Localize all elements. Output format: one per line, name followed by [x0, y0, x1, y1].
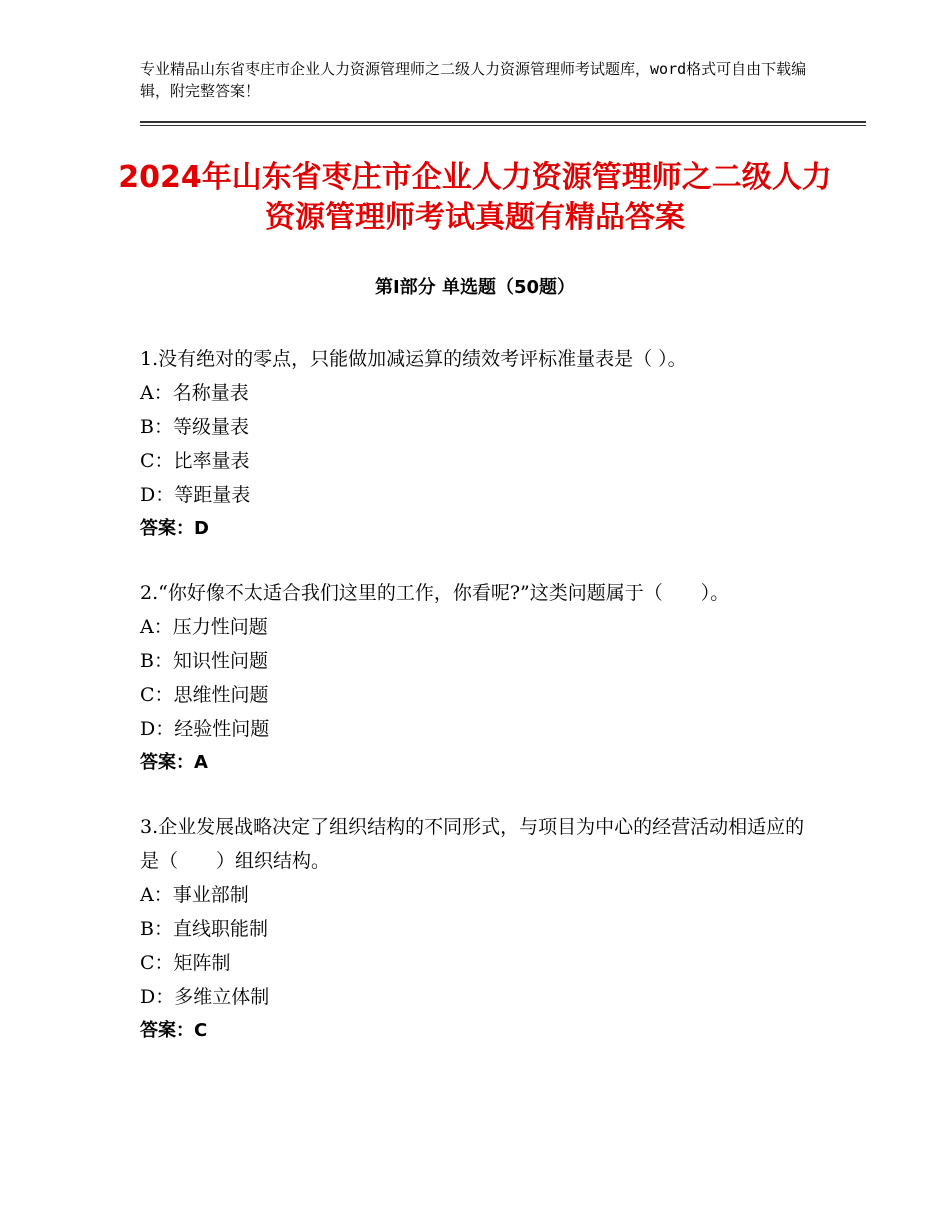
option-a: A：压力性问题 — [140, 616, 268, 638]
section-heading: 第Ⅰ部分 单选题（50题） — [374, 277, 575, 298]
header-note: 专业精品山东省枣庄市企业人力资源管理师之二级人力资源管理师考试题库，word格式可自由下载编辑，附完整答案！ — [140, 60, 807, 100]
answer-key: 答案：C — [140, 1020, 208, 1041]
answer-key: 答案：A — [140, 752, 208, 773]
option-b: B：直线职能制 — [140, 918, 268, 940]
question-1 — [140, 342, 810, 546]
question-stem: 3.企业发展战略决定了组织结构的不同形式，与项目为中心的经营活动相适应的是（ ）组织结构。 — [140, 816, 805, 872]
option-c: C：矩阵制 — [140, 952, 231, 974]
question-2 — [140, 576, 810, 780]
option-c: C：思维性问题 — [140, 684, 269, 706]
option-b: B：等级量表 — [140, 416, 249, 438]
option-a: A：事业部制 — [140, 884, 249, 906]
document-title: 2024年山东省枣庄市企业人力资源管理师之二级人力资源管理师考试真题有精品答案 — [118, 160, 832, 235]
answer-key: 答案：D — [140, 518, 209, 539]
question-3 — [140, 810, 810, 1048]
header-divider-thin — [140, 125, 866, 126]
option-d: D：等距量表 — [140, 484, 251, 506]
option-b: B：知识性问题 — [140, 650, 268, 672]
question-stem: 1.没有绝对的零点，只能做加减运算的绩效考评标准量表是（ ）。 — [140, 348, 687, 370]
option-d: D：经验性问题 — [140, 718, 270, 740]
header-divider-thick — [140, 121, 866, 123]
option-c: C：比率量表 — [140, 450, 250, 472]
option-d: D：多维立体制 — [140, 986, 270, 1008]
question-list — [140, 342, 810, 1048]
question-stem: 2.“你好像不太适合我们这里的工作，你看呢?”这类问题属于（ ）。 — [140, 582, 730, 604]
option-a: A：名称量表 — [140, 382, 249, 404]
